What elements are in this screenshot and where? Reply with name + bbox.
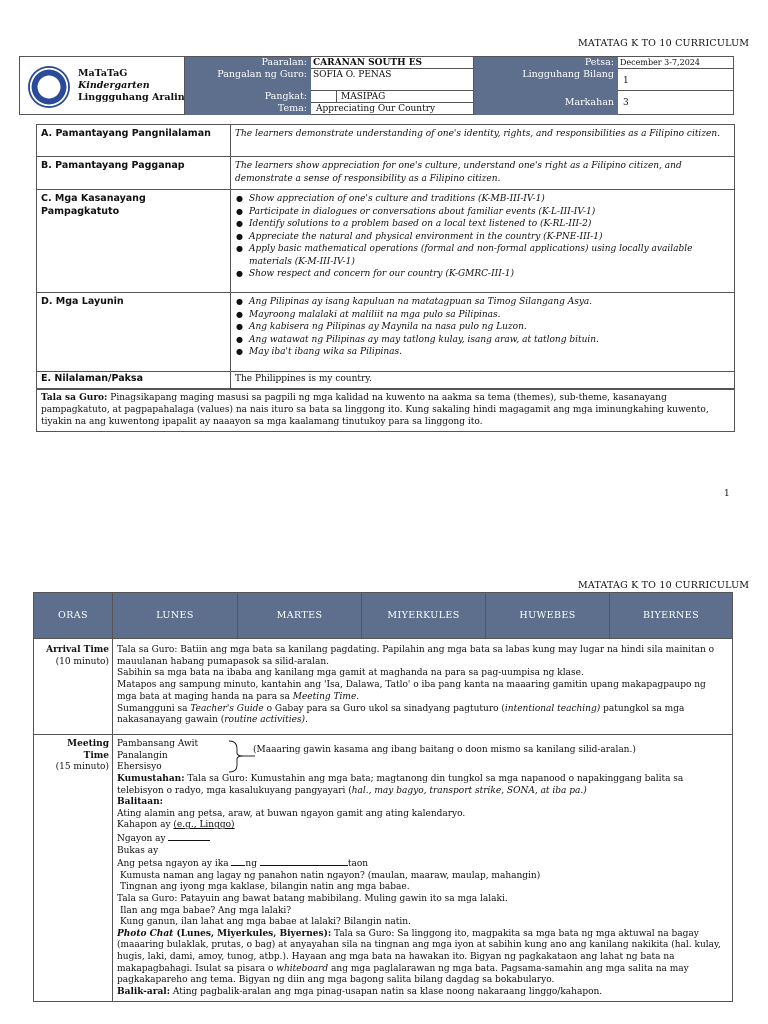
pangkat-value: MASIPAG [311, 91, 474, 103]
list-item: ● Mayroong malalaki at maliliit na mga pulo sa Pilipinas. [235, 309, 730, 322]
lingguhang-value: 1 [618, 69, 734, 91]
col-biyernes: BIYERNES [610, 593, 733, 639]
lingguhang-label: Lingguhang Bilang [474, 69, 618, 91]
row-b-text: The learners show appreciation for one's culture, understand one's right as a Filipino citizen, and demonstrate a sense of responsibility as a Filipino citizen. [231, 157, 735, 190]
balitaan-line [117, 832, 728, 846]
row-c-label: C. Mga Kasanayang Pampagkatuto [37, 190, 231, 293]
ngayon-text: Ngayon ay [117, 833, 169, 844]
objectives-list [235, 296, 730, 359]
schedule-table [33, 592, 733, 1002]
paaralan-value: CARANAN SOUTH ES [311, 57, 474, 69]
lesson-content-table [36, 124, 735, 389]
meeting-time-ref: Meeting Time. [292, 691, 360, 702]
arrival-line-4c: o Gabay para sa Guro ukol sa sinadyang pagtuturo ( [263, 703, 505, 714]
kumustahan-label: Kumustahan: [117, 774, 185, 784]
list-item: ● Show appreciation of one's culture and traditions (K-MB-III-IV-1) [235, 193, 730, 206]
curriculum-label: MATATAG K TO 10 CURRICULUM [578, 38, 750, 49]
petsa-value: December 3-7,2024 [618, 57, 734, 69]
pangkat-divider [311, 91, 337, 103]
arrival-line-4e: patungkol sa mga nakasanayang gawain ( [117, 703, 685, 726]
guro-value: SOFIA O. PENAS [311, 69, 474, 91]
meeting-time-label-1: Meeting [67, 739, 109, 749]
petsa-text: Ang petsa ngayon ay ika [117, 859, 232, 870]
balitaan-line: Tingnan ang iyong mga kaklase, bilangin natin ang mga babae. [120, 882, 410, 893]
balitaan-line: Kumusta naman ang lagay ng panahon natin ngayon? (maulan, maaraw, maulap, mahangin) [120, 870, 541, 881]
list-item: ● Ang Pilipinas ay isang kapuluan na matatagpuan sa Timog Silangang Asya. [235, 296, 730, 309]
ng-text: ng [245, 859, 260, 870]
col-lunes: LUNES [113, 593, 238, 639]
teacher-note-label: Tala sa Guro: [41, 393, 108, 403]
arrival-duration: (10 minuto) [55, 656, 109, 667]
markahan-value: 3 [623, 98, 629, 108]
row-a [37, 125, 735, 157]
fill-blank [260, 857, 348, 866]
meeting-time-label-2: Time [83, 750, 109, 761]
row-e [37, 372, 735, 389]
row-a-label: A. Pamantayang Pangnilalaman [37, 125, 231, 157]
arrival-line-4a: Sumangguni sa [117, 703, 191, 714]
list-item: ● May iba't ibang wika sa Pilipinas. [235, 346, 730, 359]
page-number: 1 [724, 489, 730, 499]
list-item: ● Ang watawat ng Pilipinas ay may tatlong kulay, isang araw, at tatlong bituin. [235, 334, 730, 347]
arrival-line-3-text: Matapos ang sampung minuto, kantahin ang 'Isa, Dalawa, Tatlo' o iba pang kanta na maaaring gamitin upang makapagpaupo ng mga bata at maging handa na para sa [117, 680, 706, 702]
fill-blank [168, 832, 210, 841]
markahan-label: Markahan [474, 91, 618, 115]
arrival-row [34, 639, 733, 735]
skills-list [235, 193, 730, 281]
whiteboard-ref: whiteboard [276, 963, 329, 974]
arrival-content [113, 639, 733, 735]
brand-line-2: Kindergarten [78, 80, 150, 91]
opening-item: Ehersisyo [117, 762, 162, 773]
teachers-guide-ref: Teacher's Guide [190, 703, 264, 714]
paaralan-label: Paaralan: [185, 57, 311, 69]
schedule-header-row [34, 593, 733, 639]
intentional-teaching-ref: intentional teaching) [504, 703, 601, 714]
row-d-list-cell [231, 293, 735, 372]
meeting-duration: (15 minuto) [55, 762, 109, 773]
opening-item: Panalangin [117, 750, 168, 761]
row-d-label: D. Mga Layunin [37, 293, 231, 372]
teacher-note [36, 389, 735, 432]
guro-label: Pangalan ng Guro: [185, 69, 311, 91]
photo-chat-paragraph [117, 929, 728, 987]
kumustahan-examples: hal., may bagyo, transport strike, SONA, at iba pa.) [351, 785, 587, 796]
opening-block [117, 739, 728, 774]
balitaan-line [117, 820, 728, 832]
row-b [37, 157, 735, 190]
balik-aral-text: Ating pagbalik-aralan ang mga pinag-usapan natin sa klase noong nakaraang linggo/kahapon. [170, 986, 603, 997]
brace-note: (Maaaring gawin kasama ang ibang baitang o doon mismo sa kanilang silid-aralan.) [253, 745, 636, 755]
balitaan-line: Bukas ay [117, 845, 159, 856]
balik-aral-label: Balik-aral: [117, 986, 171, 997]
row-e-label: E. Nilalaman/Paksa [37, 372, 231, 389]
balitaan-line: Ating alamin ang petsa, araw, at buwan ngayon gamit ang ating kalendaryo. [117, 808, 466, 819]
col-miyerkules: MIYERKULES [362, 593, 486, 639]
balitaan-line: Ilan ang mga babae? Ang mga lalaki? [120, 905, 292, 916]
row-c [37, 190, 735, 293]
meeting-row [34, 735, 733, 1002]
balitaan-line: Tala sa Guro: Patayuin ang bawat batang mabibilang. Muling gawin ito sa mga lalaki. [117, 893, 508, 904]
arrival-time-label: Arrival Time [46, 645, 109, 655]
arrival-line-4g: . [305, 715, 308, 726]
kahapon-example: (e.g., Linggo) [173, 820, 235, 831]
arrival-line-4 [117, 704, 728, 727]
pangkat-label: Pangkat: [185, 91, 311, 103]
teacher-note-text: Pinagsikapang maging masusi sa pagpili ng mga kalidad na kuwento na aakma sa tema (themes), sub-theme, kasanayang pampagkatuto, at pagpapahalaga (values) na nais ituro sa bata sa linggong ito. Kung sakaling hindi magagamit ang mga iminungkahing kuwento, tiyakin na ang kuwentong ipapalit ay naaayon sa mga kaalamang tinutukoy para sa linggong ito. [41, 393, 709, 428]
arrival-line-1: Tala sa Guro: Batiin ang mga bata sa kanilang pagdating. Papilahin ang mga bata sa labas kung may lugar na hindi sila mainitan o mauulanan habang pumapasok sa silid-aralan. [117, 645, 715, 667]
balik-aral-paragraph [117, 987, 728, 999]
petsa-label: Petsa: [474, 57, 618, 69]
photo-chat-label: Photo Chat [117, 928, 174, 939]
balitaan-label: Balitaan: [117, 797, 163, 808]
fill-blank [231, 857, 245, 866]
list-item: ● Participate in dialogues or conversations about familiar events (K-L-III-IV-1) [235, 206, 730, 219]
brand-line-3: Linggguhang Aralin [78, 92, 185, 103]
meeting-time-cell [34, 735, 113, 1002]
list-item: ● Ang kabisera ng Pilipinas ay Maynila na nasa pulo ng Luzon. [235, 321, 730, 334]
arrival-line-3 [117, 680, 728, 703]
row-b-label: B. Pamantayang Pagganap [37, 157, 231, 190]
meeting-content [113, 735, 733, 1002]
arrival-line-2: Sabihin sa mga bata na ibaba ang kanilang mga gamit at maghanda na para sa pag-uumpisa ng klase. [117, 668, 584, 679]
kumustahan-paragraph [117, 774, 728, 797]
photo-chat-text: Tala sa Guro: Sa linggong ito, magpakita sa mga bata ng mga aktuwal na bagay (maaaring bulaklak, prutas, o bag) at anyayahan sila na tingnan ang mga iyon at sabihin kung ano ang kanilang nakikita (hal. kulay, hugis, laki, dami, amoy, tunog, atbp.). Hayaan ang mga bata na hawakan ito. Bigyan ng pagkakataon ang lahat ng bata na makapagbahagi. Isulat sa pisara o [117, 928, 721, 974]
row-c-list-cell [231, 190, 735, 293]
col-oras: ORAS [34, 593, 113, 639]
tema-label: Tema: [185, 103, 311, 115]
row-a-text: The learners demonstrate understanding of one's identity, rights, and responsibilities as a Filipino citizen. [231, 125, 735, 157]
brand-line-1: MaTaTaG [78, 68, 128, 79]
list-item: ● Show respect and concern for our country (K-GMRC-III-1) [235, 268, 730, 281]
list-item: ● Appreciate the natural and physical environment in the country (K-PNE-III-1) [235, 231, 730, 244]
row-e-text: The Philippines is my country. [231, 372, 735, 389]
row-d [37, 293, 735, 372]
photo-chat-days: (Lunes, Miyerkules, Biyernes): [173, 928, 332, 939]
routine-activities-ref: routine activities) [224, 715, 306, 726]
kahapon-text: Kahapon ay [117, 820, 174, 831]
opening-item: Pambansang Awit [117, 739, 199, 749]
photo-chat-text-2: ang mga paglalarawan ng mga bata. Pagsama-samahin ang mga salita na may pagkakapareho ang tema. Bigyan ng diin ang mga bagong salita bilang dagdag sa bokabularyo. [117, 963, 689, 986]
deped-seal-icon [28, 66, 70, 108]
tema-value: Appreciating Our Country [311, 103, 474, 115]
col-martes: MARTES [238, 593, 362, 639]
list-item: ● Apply basic mathematical operations (formal and non-formal applications) using locally available materials (K-M-III-IV-1) [235, 243, 730, 268]
taon-text: taon [347, 859, 369, 870]
balitaan-line: Kung ganun, ilan lahat ang mga babae at lalaki? Bilangin natin. [120, 917, 411, 928]
brand-title [78, 68, 185, 104]
col-huwebes: HUWEBES [486, 593, 610, 639]
curriculum-label-2: MATATAG K TO 10 CURRICULUM [578, 580, 750, 591]
kumustahan-text: Tala sa Guro: Kumustahin ang mga bata; magtanong din tungkol sa mga napanood o napakinggang balita sa telebisyon o radyo, mga kasalukuyang pangyayari ( [117, 774, 684, 796]
arrival-time-cell [34, 639, 113, 735]
balitaan-line [117, 857, 728, 871]
list-item: ● Identify solutions to a problem based on a local text listened to (K-RL-III-2) [235, 218, 730, 231]
